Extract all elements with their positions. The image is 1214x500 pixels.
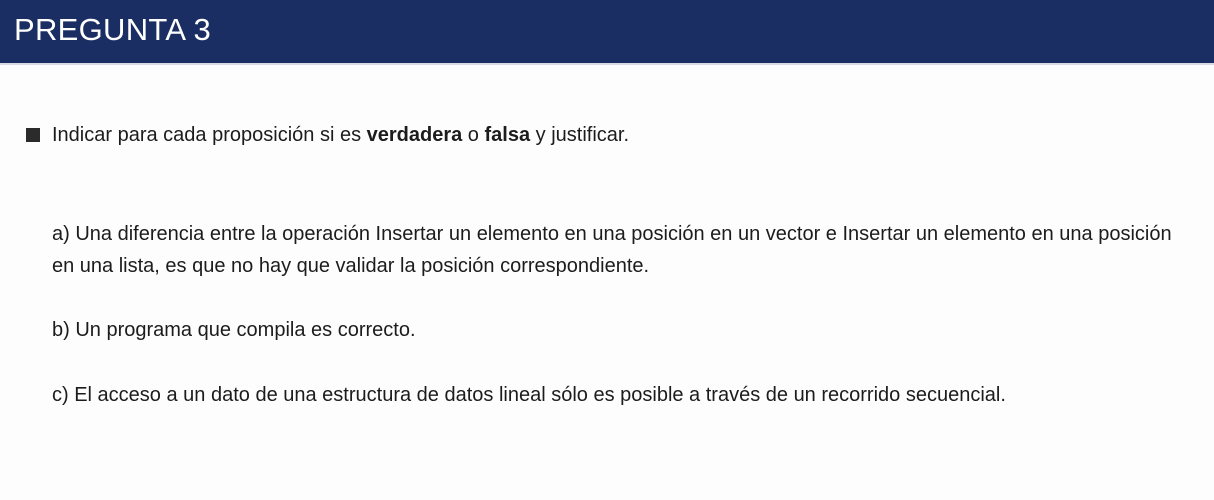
slide-header	[0, 0, 1214, 63]
slide-title: PREGUNTA 3	[14, 12, 212, 47]
instruction-bold-true: verdadera	[366, 124, 463, 146]
proposition-b: b) Un programa que compila es correcto.	[52, 319, 416, 341]
proposition-a: a) Una diferencia entre la operación Insertar un elemento en una posición en un vector e Insertar un elemento en una posición en una lista, es que no hay que validar la posición correspondiente.	[52, 223, 1172, 277]
square-bullet-icon	[26, 128, 40, 142]
instruction-bullet	[26, 120, 629, 150]
instruction-text	[52, 120, 629, 150]
instruction-bold-false: falsa	[484, 124, 531, 146]
header-divider	[0, 63, 1214, 65]
instruction-middle: o	[462, 124, 485, 146]
instruction-prefix: Indicar para cada proposición si es	[52, 124, 367, 146]
instruction-suffix: y justificar.	[530, 124, 630, 146]
proposition-c: c) El acceso a un dato de una estructura de datos lineal sólo es posible a través de un recorrido secuencial.	[52, 384, 1006, 406]
